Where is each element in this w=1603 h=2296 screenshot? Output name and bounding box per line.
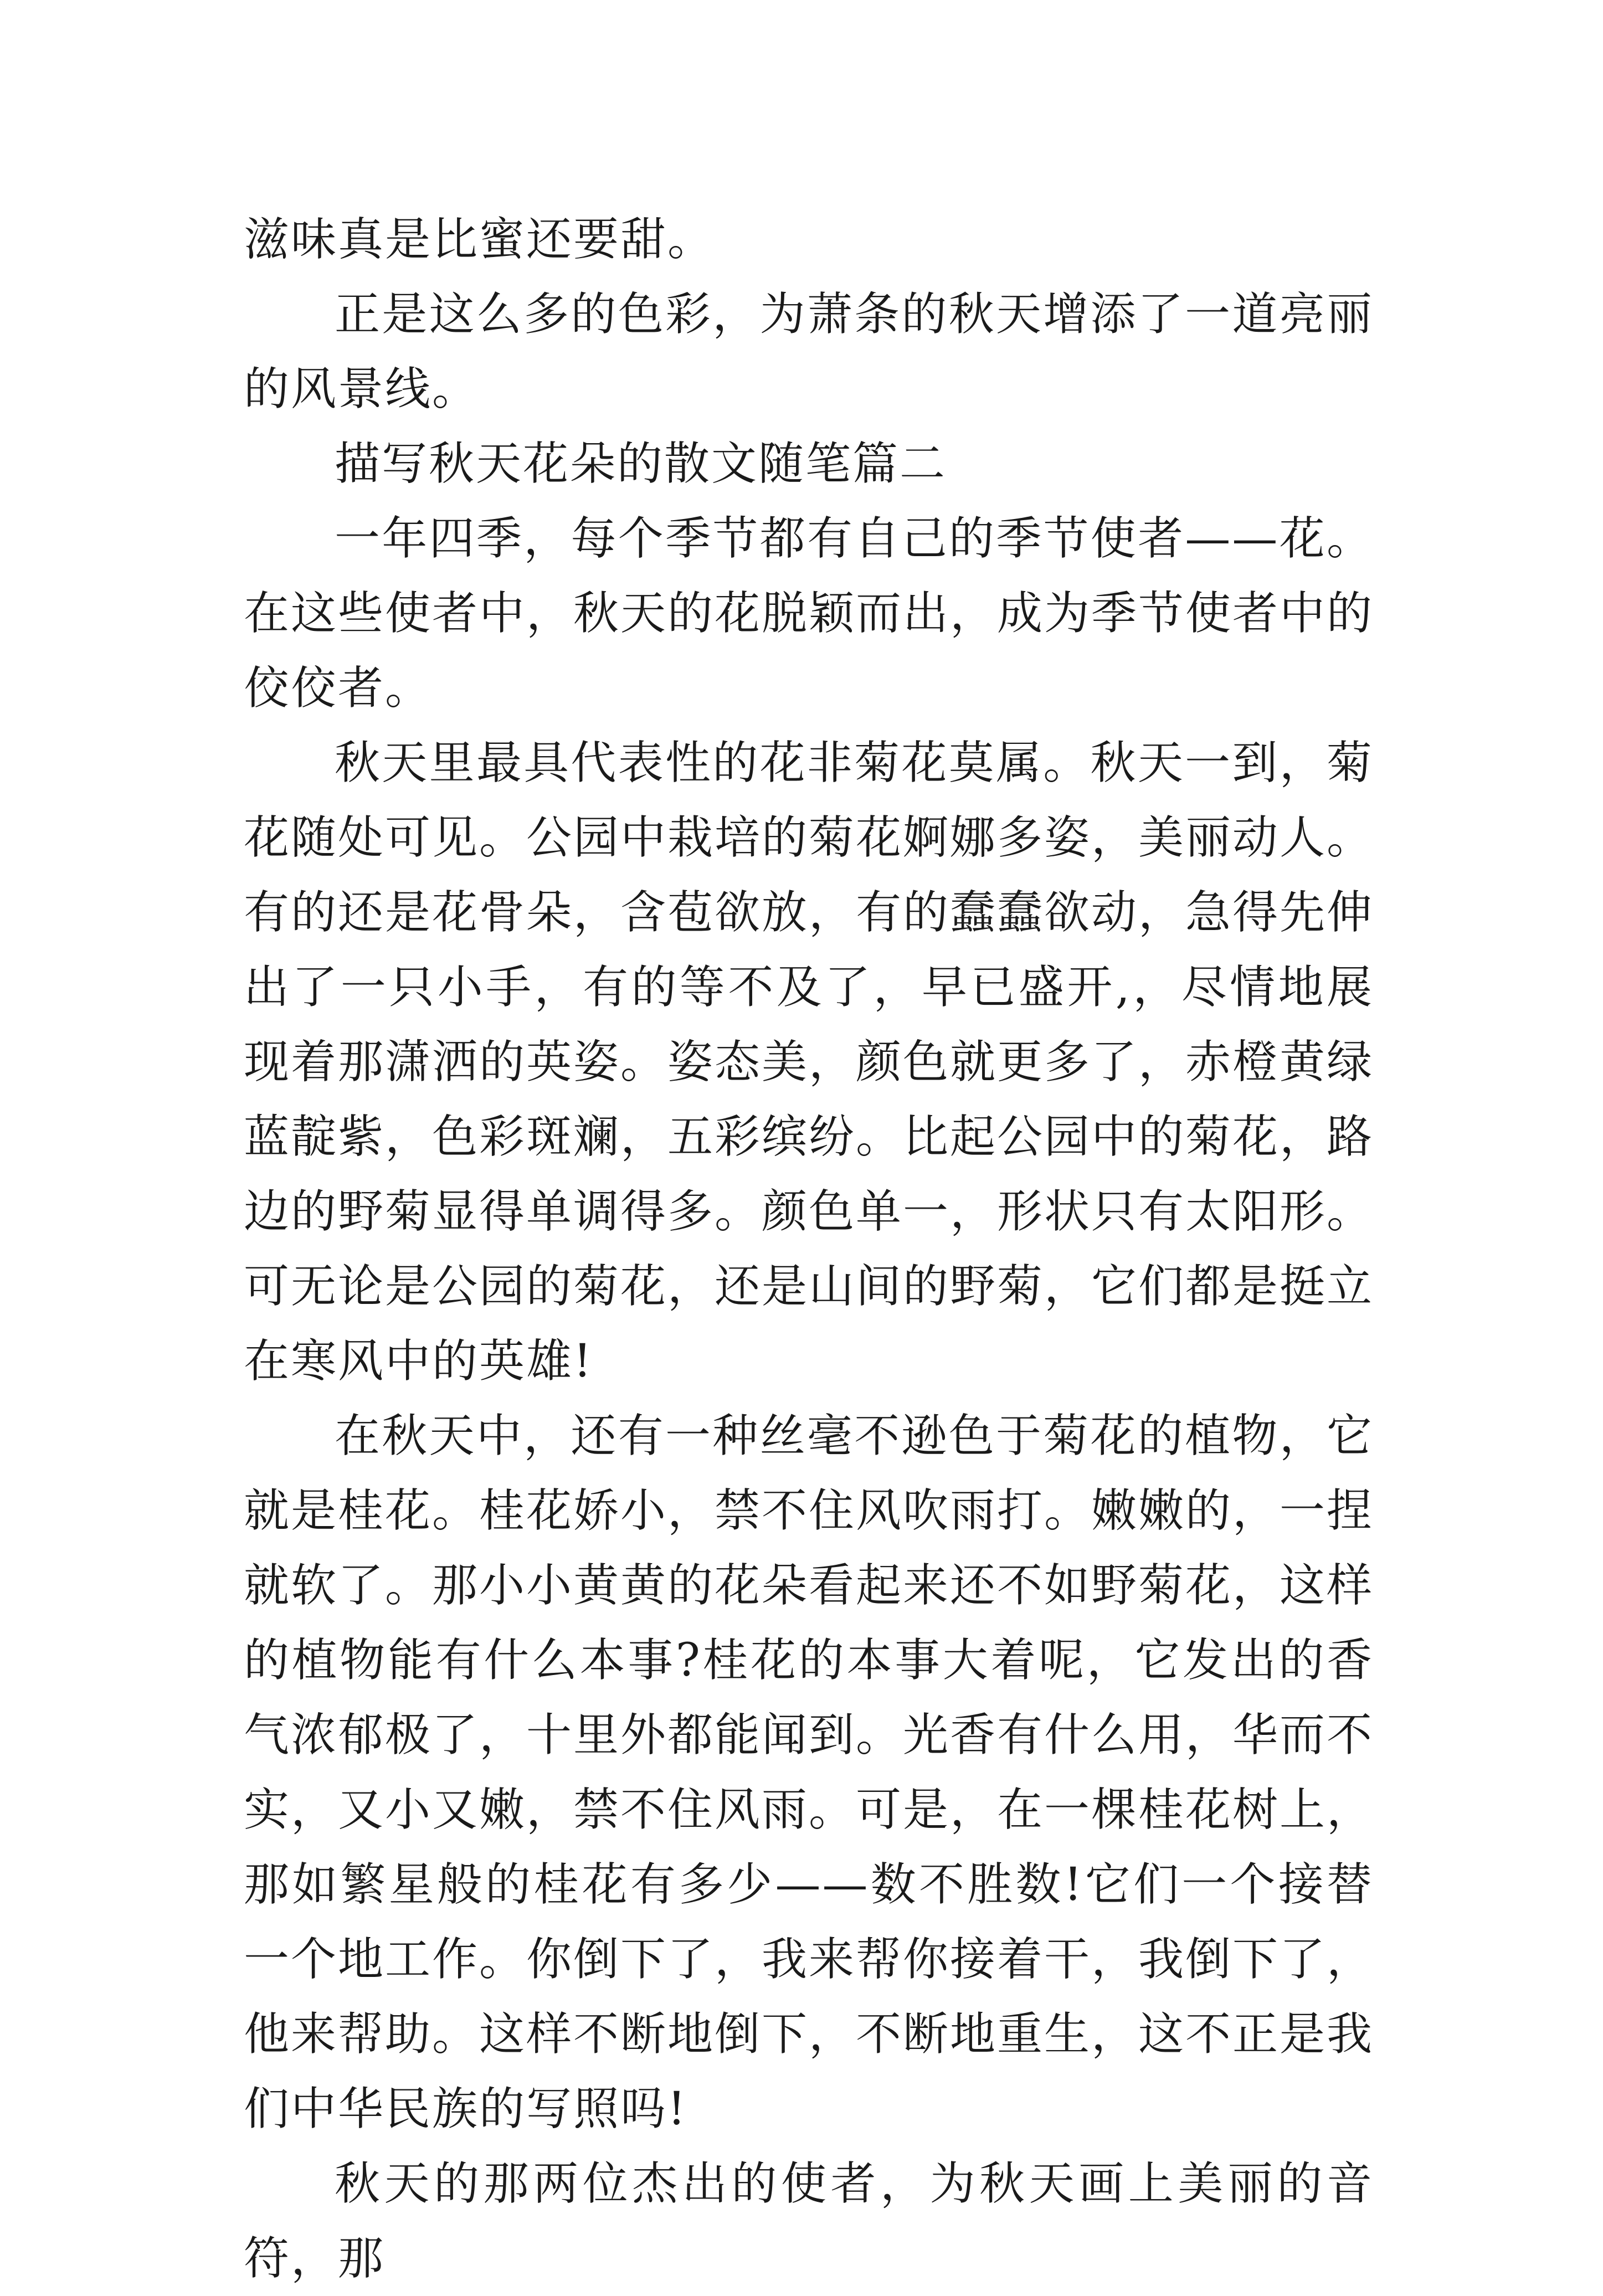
paragraph-colors-summary: 正是这么多的色彩，为萧条的秋天增添了一道亮丽的风景线。 — [244, 288, 1374, 415]
paragraph-continuation: 滋味真是比蜜还要甜。 — [244, 213, 715, 266]
paragraph-osmanthus: 在秋天中，还有一种丝毫不逊色于菊花的植物，它就是桂花。桂花娇小，禁不住风吹雨打。嫩嫩的，一捏就软了。那小小黄黄的花朵看起来还不如野菊花，这样的植物能有什么本事?桂花的本事大着呢，它发出的香气浓郁极了，十里外都能闻到。光香有什么用，华而不实，又小又嫩，禁不住风雨。可是，在一棵桂花树上，那如繁星般的桂花有多少——数不胜数!它们一个接替一个地工作。你倒下了，我来帮你接着干，我倒下了，他来帮助。这样不断地倒下，不断地重生，这不正是我们中华民族的写照吗! — [244, 1410, 1374, 2135]
paragraph-chrysanthemum: 秋天里最具代表性的花非菊花莫属。秋天一到，菊花随处可见。公园中栽培的菊花婀娜多姿，美丽动人。有的还是花骨朵，含苞欲放，有的蠢蠢欲动，急得先伸出了一只小手，有的等不及了，早已盛开,，尽情地展现着那潇洒的英姿。姿态美，颜色就更多了，赤橙黄绿蓝靛紫，色彩斑斓，五彩缤纷。比起公园中的菊花，路边的野菊显得单调得多。颜色单一，形状只有太阳形。可无论是公园的菊花，还是山间的野菊，它们都是挺立在寒风中的英雄! — [244, 737, 1374, 1388]
section-heading: 描写秋天花朵的散文随笔篇二 — [335, 438, 947, 490]
paragraph-intro: 一年四季，每个季节都有自己的季节使者——花。在这些使者中，秋天的花脱颖而出，成为季节使者中的佼佼者。 — [244, 512, 1374, 715]
paragraph-closing: 秋天的那两位杰出的使者，为秋天画上美丽的音符，那 — [244, 2158, 1374, 2285]
document-body — [244, 202, 1374, 2296]
